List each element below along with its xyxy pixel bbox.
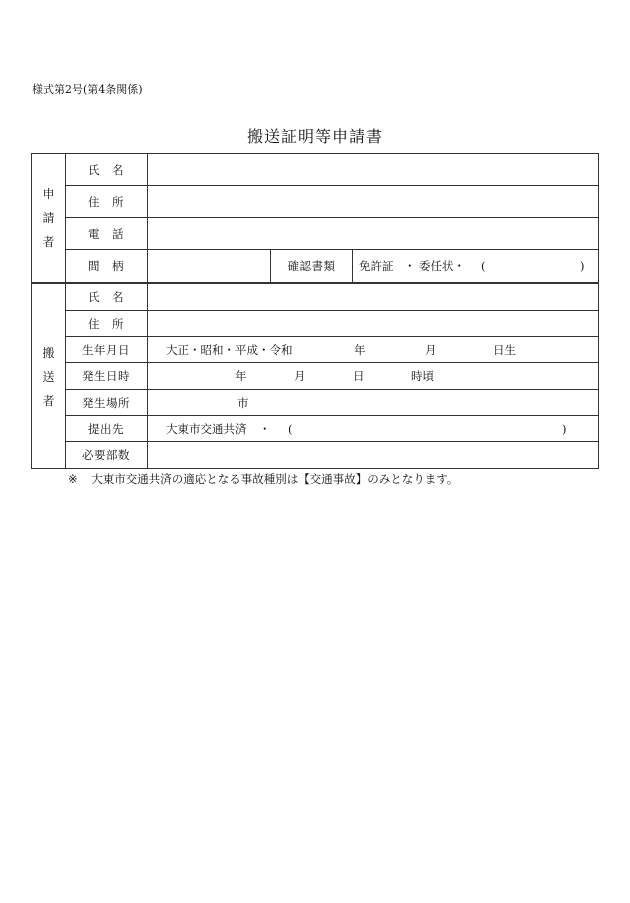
submit-paren-close: ) [562,421,567,436]
occurred-day-unit: 日 [353,369,365,383]
applicant-relation-label: 間 柄 [88,259,124,273]
footnote [68,471,458,487]
applicant-address-field[interactable] [148,186,598,217]
submit-paren-open: ( [288,421,293,436]
era-options[interactable]: 大正・昭和・平成・令和 [166,342,293,357]
place-label: 発生場所 [82,395,130,410]
occurred-time-unit: 時頃 [411,369,434,383]
applicant-section-label [32,182,65,254]
birth-year-unit: 年 [354,342,366,357]
confirm-docs-options[interactable] [353,250,598,282]
transported-char-3: 者 [42,394,55,408]
footnote-mark: ※ [68,472,78,486]
option-paren-close: ) [580,259,585,273]
applicant-table [31,153,599,283]
transported-name-field[interactable] [148,284,598,310]
option-paren-open: ( [481,259,486,273]
birth-month-unit: 月 [425,342,437,357]
applicant-phone-field[interactable] [148,218,598,249]
option-separator: ・ [404,259,416,273]
form-number: 様式第2号(第4条関係) [32,83,143,96]
place-field[interactable] [148,390,598,415]
birthdate-label: 生年月日 [82,342,130,357]
birthdate-field[interactable] [148,337,598,362]
confirm-docs-label: 確認書類 [287,259,336,273]
occurred-month-unit: 月 [294,369,306,383]
city-unit: 市 [237,395,249,410]
submit-to-field[interactable] [148,416,598,441]
applicant-phone-label: 電 話 [88,226,124,241]
applicant-char-2: 請 [42,211,55,225]
applicant-name-label: 氏 名 [88,162,124,177]
submit-org[interactable]: 大東市交通共済 [166,421,247,436]
option-license[interactable]: 免許証 [359,259,394,273]
transported-address-field[interactable] [148,311,598,336]
applicant-char-1: 申 [42,187,55,201]
applicant-char-3: 者 [42,235,55,249]
transported-name-label: 氏 名 [88,290,124,304]
applicant-address-label: 住 所 [88,194,124,209]
occurred-at-label: 発生日時 [82,369,130,383]
transported-address-label: 住 所 [88,316,124,331]
transported-table [31,283,599,469]
transported-char-1: 搬 [42,346,55,360]
footnote-text: 大東市交通共済の適応となる事故種別は【交通事故】のみとなります。 [91,472,459,486]
submit-separator: ・ [259,421,271,436]
applicant-relation-field[interactable] [148,250,270,282]
copies-label: 必要部数 [82,448,130,462]
page-title: 搬送証明等申請書 [246,127,383,146]
applicant-name-field[interactable] [148,154,598,185]
option-proxy[interactable]: 委任状・ [419,259,465,273]
occurred-at-field[interactable] [148,363,598,389]
birth-day-unit: 日生 [493,342,516,357]
copies-field[interactable] [148,442,598,468]
submit-to-label: 提出先 [88,421,124,436]
transported-section-label [32,341,65,413]
occurred-year-unit: 年 [235,369,247,383]
transported-char-2: 送 [42,370,55,384]
